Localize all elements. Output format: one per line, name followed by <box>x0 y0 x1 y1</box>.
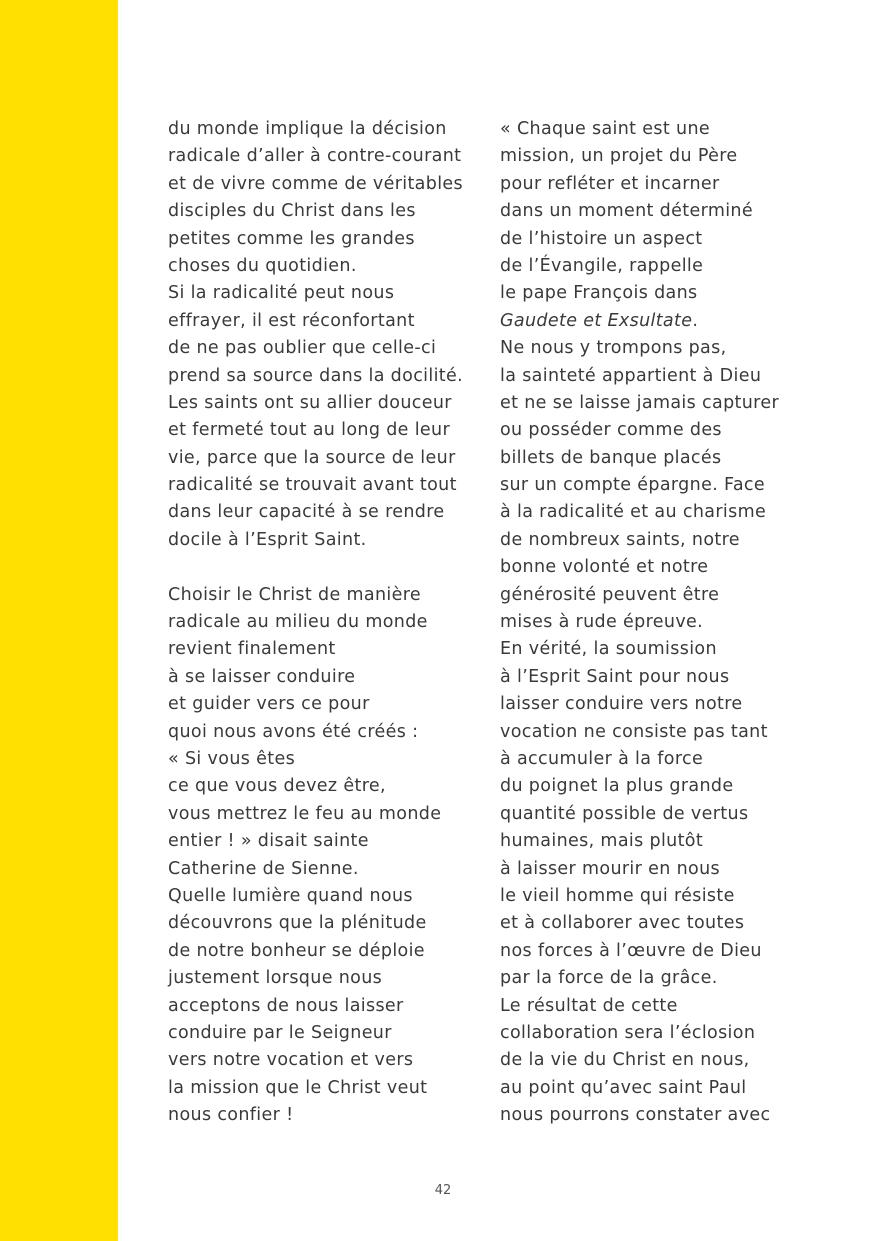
text-line: collaboration sera l’éclosion <box>500 1022 756 1043</box>
text-line: sur un compte épargne. Face <box>500 475 765 496</box>
text-line: de l’histoire un aspect <box>500 228 703 249</box>
right-text-column <box>500 116 820 1129</box>
text-line: par la force de la grâce. <box>500 968 718 989</box>
text-line: petites comme les grandes <box>168 228 415 249</box>
text-line: le vieil homme qui résiste <box>500 885 735 906</box>
text-line: quoi nous avons été créés : <box>168 721 419 742</box>
page-number <box>0 1183 886 1198</box>
text-line: au point qu’avec saint Paul <box>500 1077 747 1098</box>
text-line: justement lorsque nous <box>168 968 383 989</box>
text-line: acceptons de nous laisser <box>168 995 404 1016</box>
text-line: Les saints ont su allier douceur <box>168 392 452 413</box>
text-line: dans un moment déterminé <box>500 201 753 222</box>
text-line: conduire par le Seigneur <box>168 1022 392 1043</box>
text-line: laisser conduire vers notre <box>500 694 743 715</box>
text-line: pour refléter et incarner <box>500 173 720 194</box>
text-line: du monde implique la décision <box>168 119 447 139</box>
text-line: de notre bonheur se déploie <box>168 940 425 961</box>
text-line: ou posséder comme des <box>500 420 722 441</box>
text-line: nos forces à l’œuvre de Dieu <box>500 940 762 961</box>
text-line: la mission que le Christ veut <box>168 1077 428 1098</box>
text-line: disciples du Christ dans les <box>168 201 416 222</box>
text-line: la sainteté appartient à Dieu <box>500 365 762 386</box>
text-line: ce que vous devez être, <box>168 776 386 797</box>
paragraph-choosing-christ <box>168 582 488 1130</box>
text-line: vie, parce que la source de leur <box>168 447 456 468</box>
text-line: et guider vers ce pour <box>168 694 370 715</box>
text-line: « Chaque saint est une <box>500 119 711 139</box>
text-line: découvrons que la plénitude <box>168 913 427 934</box>
text-line: et de vivre comme de véritables <box>168 173 464 194</box>
title-punctuation: . <box>692 310 699 331</box>
text-line: et ne se laisse jamais capturer <box>500 392 779 413</box>
text-line: bonne volonté et notre <box>500 557 709 578</box>
text-line: effrayer, il est réconfortant <box>168 310 415 331</box>
text-line: nous pourrons constater avec <box>500 1105 771 1126</box>
book-title: Gaudete et Exsultate <box>500 310 693 331</box>
text-line: docile à l’Esprit Saint. <box>168 529 367 550</box>
text-line: Si la radicalité peut nous <box>168 283 395 304</box>
yellow-side-band <box>0 0 118 1241</box>
text-line: mises à rude épreuve. <box>500 612 704 633</box>
text-line: quantité possible de vertus <box>500 803 749 824</box>
text-line: vocation ne consiste pas tant <box>500 721 768 742</box>
text-line: le pape François dans <box>500 283 698 304</box>
text-line: Quelle lumière quand nous <box>168 885 413 906</box>
text-line: mission, un projet du Père <box>500 146 738 167</box>
text-line: entier ! » disait sainte <box>168 831 369 852</box>
text-line: nous confier ! <box>168 1105 294 1126</box>
page-number-text: 42 <box>434 1183 452 1198</box>
text-line: Le résultat de cette <box>500 995 678 1016</box>
text-line: radicale d’aller à contre-courant <box>168 146 462 167</box>
paragraph-spacer <box>168 554 488 581</box>
text-line: de nombreux saints, notre <box>500 529 740 550</box>
left-text-column <box>168 116 488 1129</box>
text-line: revient finalement <box>168 639 336 660</box>
text-line: à la radicalité et au charisme <box>500 502 767 523</box>
text-line: vers notre vocation et vers <box>168 1050 414 1071</box>
text-line: Catherine de Sienne. <box>168 858 359 879</box>
text-line: Ne nous y trompons pas, <box>500 338 727 359</box>
text-line: à accumuler à la force <box>500 748 704 769</box>
paragraph-radicality <box>168 116 488 554</box>
text-line: à l’Esprit Saint pour nous <box>500 666 730 687</box>
text-line: « Si vous êtes <box>168 748 296 769</box>
text-line: humaines, mais plutôt <box>500 831 704 852</box>
text-line: de ne pas oublier que celle-ci <box>168 338 437 359</box>
text-line: à se laisser conduire <box>168 666 356 687</box>
text-line: et à collaborer avec toutes <box>500 913 745 934</box>
text-line: de l’Évangile, rappelle <box>500 255 704 276</box>
text-line: Choisir le Christ de manière <box>168 584 422 605</box>
text-line: En vérité, la soumission <box>500 639 717 660</box>
text-line: dans leur capacité à se rendre <box>168 502 445 523</box>
text-line: choses du quotidien. <box>168 255 357 276</box>
text-line: générosité peuvent être <box>500 584 720 605</box>
text-line: du poignet la plus grande <box>500 776 734 797</box>
text-line: à laisser mourir en nous <box>500 858 720 879</box>
text-line: radicalité se trouvait avant tout <box>168 475 457 496</box>
text-line: prend sa source dans la docilité. <box>168 365 464 386</box>
text-line: radicale au milieu du monde <box>168 612 428 633</box>
text-line: et fermeté tout au long de leur <box>168 420 451 441</box>
text-line: billets de banque placés <box>500 447 722 468</box>
text-line: de la vie du Christ en nous, <box>500 1050 750 1071</box>
title-line <box>500 308 820 335</box>
text-line: vous mettrez le feu au monde <box>168 803 442 824</box>
